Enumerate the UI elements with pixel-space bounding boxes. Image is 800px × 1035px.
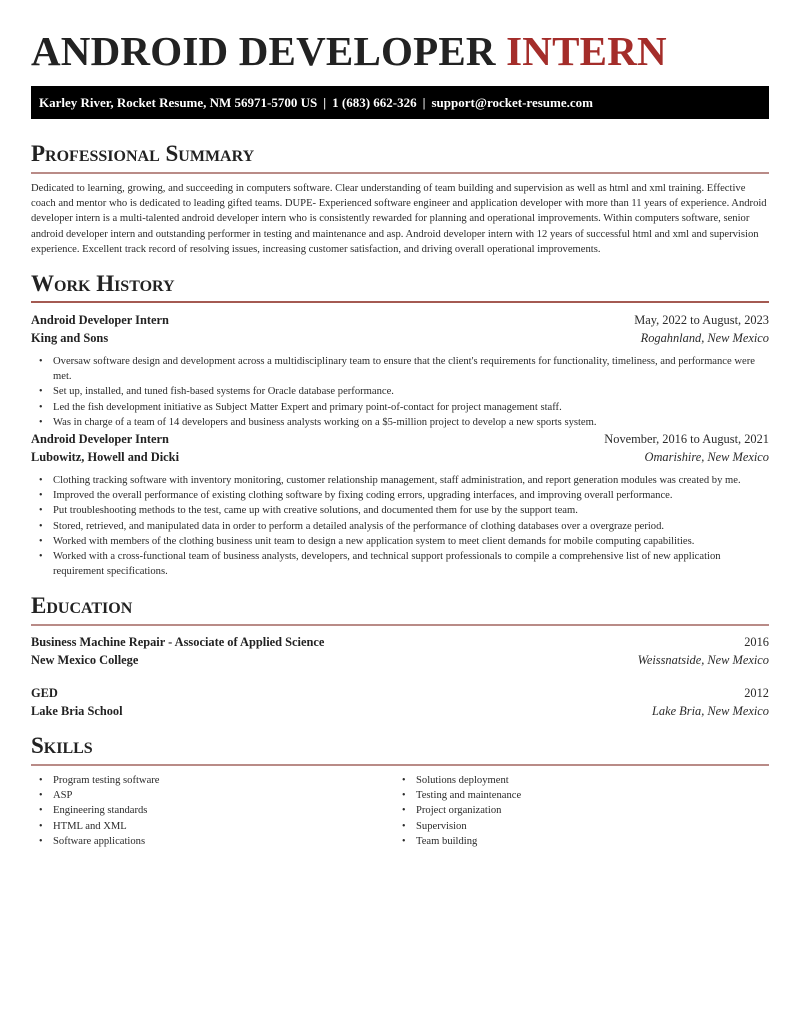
skill-item: • Solutions deployment [394,773,800,788]
list-item: • Improved the overall performance of existing clothing software by fixing coding errors, upgrading interfaces, and improving overall performance. [31,488,769,503]
list-item: • Worked with members of the clothing business unit team to design a new application system to meet client demands for mobile computing capabilities. [31,534,769,549]
contact-separator: | [422,95,426,110]
skill-item: • Software applications [31,834,769,849]
section-heading-work-history: Work History [31,271,175,296]
list-item: • Stored, retrieved, and manipulated data in order to perform a detailed analysis of the performance of clothing databases over a overgraze period. [31,519,769,534]
education-degree: GED [31,686,58,700]
contact-address: Karley River, Rocket Resume, NM 56971-5700 US [39,95,318,110]
job-company: King and Sons [31,331,109,345]
education-school: New Mexico College [31,653,139,667]
skill-item: • Supervision [394,819,800,834]
contact-email[interactable]: support@rocket-resume.com [431,95,593,110]
section-divider [31,764,769,766]
skill-item: • Engineering standards [31,803,769,818]
job-dates: November, 2016 to August, 2021 [604,432,769,446]
section-divider [31,624,769,626]
list-item: • Put troubleshooting methods to the test, came up with creative solutions, and documented them for use by the support team. [31,503,769,518]
section-divider [31,172,769,174]
contact-bar [31,86,769,119]
list-item: • Led the fish development initiative as Subject Matter Expert and primary point-of-contact for project management staff. [31,400,769,415]
summary-text: Dedicated to learning, growing, and succeeding in computers software. Clear understanding of team building and supervision as well as html and xml training. Effective coach and mentor who is dedicated to leading gifted teams. DUPE- Experienced software engineer and application developer with more than 11 years of experience. Android developer intern is a multi-talented android developer intern who is consistently rewarded for planning and operational improvements. Within computers software, senior android developer intern and outstanding performer in testing and maintenance and asp. Android developer intern with 12 years of successful html and xml and supervision experience. Excellent track record of resolving issues, increasing customer satisfaction, and driving overall operational improvements. [31,183,767,255]
section-heading-education: Education [31,593,133,618]
skill-item: • Team building [394,834,800,849]
skill-item: • ASP [31,788,769,803]
skill-item: • Project organization [394,803,800,818]
job-bullets [31,473,769,579]
job-bullets [31,354,769,430]
job-company-row [31,448,769,466]
skill-item: • Program testing software [31,773,769,788]
job-location: Rogahnland, New Mexico [640,331,769,345]
education-school-row [31,651,769,669]
job-title: Android Developer Intern [31,432,169,446]
education-school-row [31,702,769,720]
skills-list-right [394,773,800,849]
section-divider [31,301,769,303]
list-item: • Set up, installed, and tuned fish-based systems for Oracle database performance. [31,384,769,399]
education-degree-row [31,633,769,651]
education-location: Lake Bria, New Mexico [652,704,769,718]
education-degree-row [31,684,769,702]
list-item: • Clothing tracking software with inventory monitoring, customer relationship management, staff administration, and report generation modules was created by me. [31,473,769,488]
job-dates: May, 2022 to August, 2023 [634,313,769,327]
skill-item: • HTML and XML [31,819,769,834]
list-item: • Was in charge of a team of 14 developers and business analysts working on a $5-million project to develop a new sports system. [31,415,769,430]
title-main: ANDROID DEVELOPER [31,28,496,74]
education-year: 2016 [744,635,769,649]
contact-phone: 1 (683) 662-326 [332,95,417,110]
job-title: Android Developer Intern [31,313,169,327]
education-degree: Business Machine Repair - Associate of Applied Science [31,635,325,649]
resume-title [31,28,667,74]
job-company: Lubowitz, Howell and Dicki [31,450,180,464]
section-heading-skills: Skills [31,733,93,758]
job-header-row [31,311,769,329]
title-accent: INTERN [506,28,667,74]
education-school: Lake Bria School [31,704,123,718]
job-company-row [31,329,769,347]
skill-item: • Testing and maintenance [394,788,800,803]
education-year: 2012 [744,686,769,700]
education-location: Weissnatside, New Mexico [637,653,769,667]
contact-separator: | [323,95,327,110]
job-header-row [31,430,769,448]
list-item: • Worked with a cross-functional team of business analysts, developers, and technical support professionals to compile a comprehensive list of new application requirement specifications. [31,549,769,579]
job-location: Omarishire, New Mexico [644,450,769,464]
list-item: • Oversaw software design and development across a multidisciplinary team to ensure that the client's requirements for functionality, timeliness, and performance were met. [31,354,769,384]
section-heading-summary: Professional Summary [31,141,255,166]
